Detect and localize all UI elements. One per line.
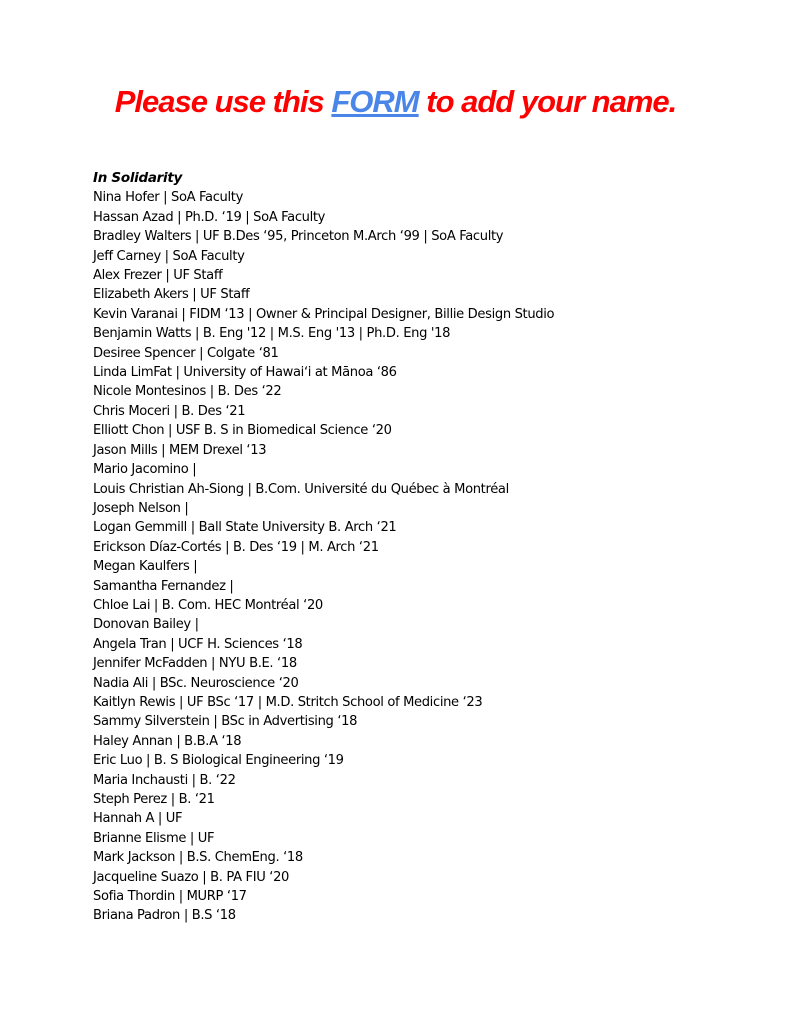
signature-entry: Chloe Lai | B. Com. HEC Montréal ‘20 bbox=[93, 597, 323, 613]
signature-entry: Briana Padron | B.S ‘18 bbox=[93, 908, 236, 924]
signature-entry: Erickson Díaz-Cortés | B. Des ‘19 | M. Arch ‘21 bbox=[93, 539, 379, 555]
signature-entry: Linda LimFat | University of Hawaiʻi at Mānoa ‘86 bbox=[93, 365, 397, 381]
signature-entry: Nicole Montesinos | B. Des ‘22 bbox=[93, 384, 282, 400]
signature-entry: Elizabeth Akers | UF Staff bbox=[93, 287, 250, 303]
signature-entry: Nina Hofer | SoA Faculty bbox=[93, 190, 243, 206]
signature-entry: Samantha Fernandez | bbox=[93, 578, 234, 594]
signature-entry: Jeff Carney | SoA Faculty bbox=[93, 248, 245, 264]
signature-entry: Kaitlyn Rewis | UF BSc ‘17 | M.D. Stritch School of Medicine ‘23 bbox=[93, 694, 483, 710]
signature-entry: Maria Inchausti | B. ‘22 bbox=[93, 772, 236, 788]
signature-entry: Brianne Elisme | UF bbox=[93, 830, 215, 846]
signature-entry: Bradley Walters | UF B.Des ‘95, Princeton M.Arch ‘99 | SoA Faculty bbox=[93, 229, 504, 245]
signature-entry: Desiree Spencer | Colgate ‘81 bbox=[93, 345, 279, 361]
signature-entry: Kevin Varanai | FIDM ‘13 | Owner & Principal Designer, Billie Design Studio bbox=[93, 306, 555, 322]
signature-entry: Hassan Azad | Ph.D. ‘19 | SoA Faculty bbox=[93, 209, 326, 225]
signature-entry: Mark Jackson | B.S. ChemEng. ‘18 bbox=[93, 850, 303, 866]
form-link[interactable]: FORM bbox=[331, 84, 419, 119]
signature-entry: Hannah A | UF bbox=[93, 811, 183, 827]
banner-text-after: to add your name. bbox=[418, 84, 677, 119]
signature-entry: Sofia Thordin | MURP ‘17 bbox=[93, 889, 247, 905]
signature-entry: Haley Annan | B.B.A ‘18 bbox=[93, 733, 242, 749]
signature-entry: Logan Gemmill | Ball State University B. Arch ‘21 bbox=[93, 520, 397, 536]
section-heading: In Solidarity bbox=[93, 170, 182, 186]
signature-entry: Eric Luo | B. S Biological Engineering ‘19 bbox=[93, 753, 344, 769]
signature-entry: Steph Perez | B. ‘21 bbox=[93, 792, 215, 807]
signature-entry: Benjamin Watts | B. Eng '12 | M.S. Eng '13 | Ph.D. Eng '18 bbox=[93, 326, 451, 342]
signature-entry: Angela Tran | UCF H. Sciences ‘18 bbox=[93, 636, 303, 652]
signature-entry: Joseph Nelson | bbox=[93, 500, 189, 516]
signature-entry: Elliott Chon | USF B. S in Biomedical Science ‘20 bbox=[93, 423, 392, 439]
signature-entry: Sammy Silverstein | BSc in Advertising ‘18 bbox=[93, 714, 358, 730]
signature-entry: Nadia Ali | BSc. Neuroscience ‘20 bbox=[93, 675, 299, 691]
signature-entry: Chris Moceri | B. Des ‘21 bbox=[93, 403, 246, 419]
banner-text-before: Please use this bbox=[114, 84, 332, 119]
signature-entry: Jacqueline Suazo | B. PA FIU ‘20 bbox=[93, 869, 290, 885]
signature-entry: Louis Christian Ah-Siong | B.Com. Université du Québec à Montréal bbox=[93, 481, 509, 497]
signature-entry: Megan Kaulfers | bbox=[93, 559, 198, 575]
signature-section bbox=[93, 169, 773, 926]
signature-entry: Alex Frezer | UF Staff bbox=[93, 268, 223, 284]
signature-list bbox=[93, 188, 773, 925]
signature-entry: Donovan Bailey | bbox=[93, 617, 199, 633]
form-banner bbox=[0, 84, 791, 120]
signature-entry: Mario Jacomino | bbox=[93, 462, 197, 478]
signature-entry: Jennifer McFadden | NYU B.E. ‘18 bbox=[93, 656, 297, 672]
signature-entry: Jason Mills | MEM Drexel ‘13 bbox=[93, 442, 267, 458]
